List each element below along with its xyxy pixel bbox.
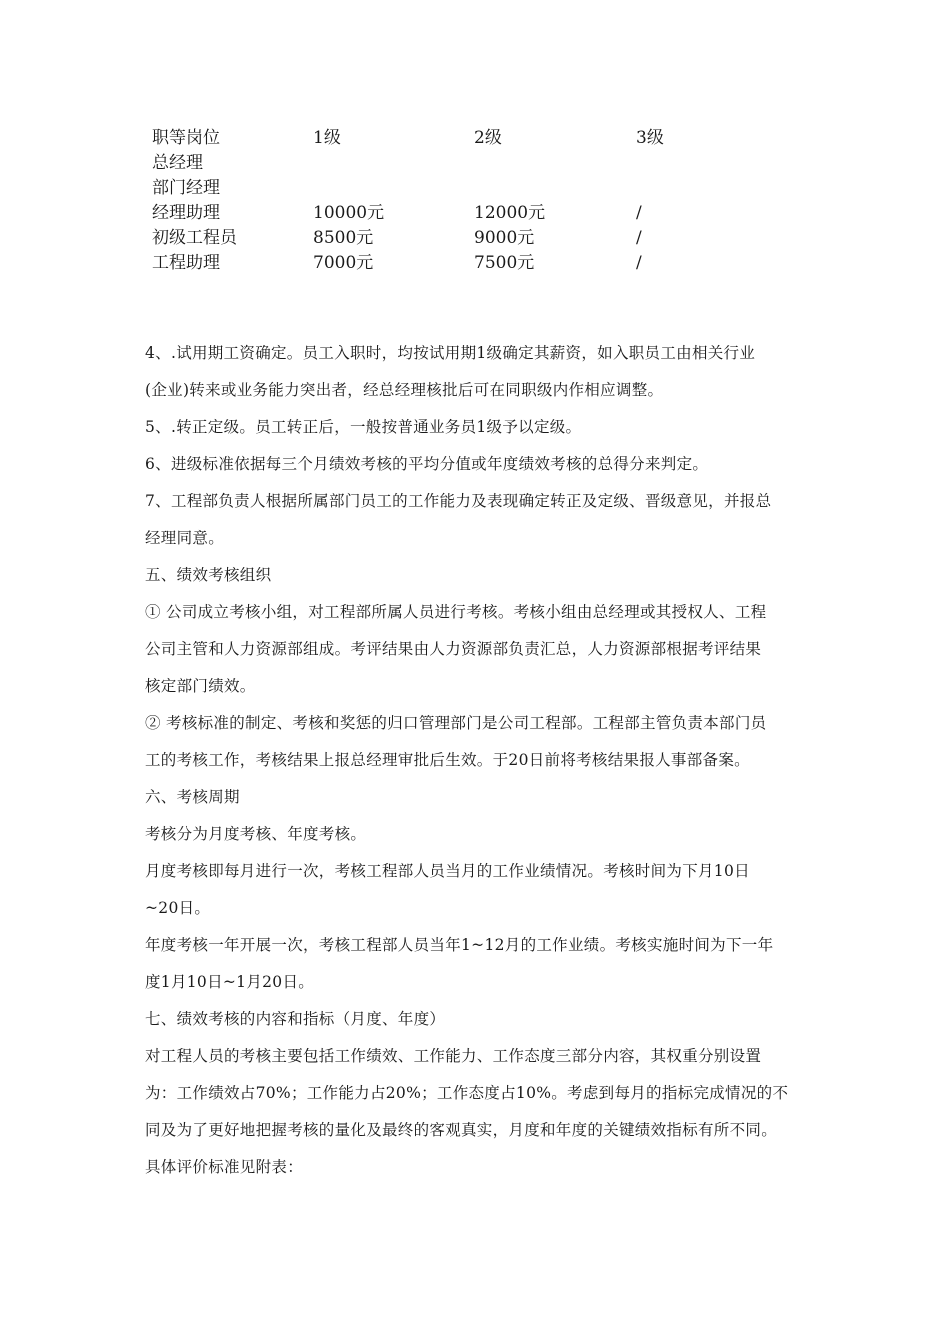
grade-1-cell: 10000元 (313, 203, 385, 223)
header-position: 职等岗位 (152, 128, 220, 148)
position-cell: 初级工程员 (152, 228, 237, 248)
text-line: 考核分为月度考核、年度考核。 (145, 825, 367, 843)
grade-3-cell: / (636, 228, 642, 248)
header-grade-1: 1级 (313, 128, 341, 148)
grade-3-cell: / (636, 253, 642, 273)
text-line: ② 考核标准的制定、考核和奖惩的归口管理部门是公司工程部。工程部主管负责本部门员 (145, 714, 767, 732)
text-line: 为：工作绩效占70%；工作能力占20%；工作态度占10%。考虑到每月的指标完成情况的不 (145, 1084, 789, 1102)
header-grade-2: 2级 (474, 128, 502, 148)
text-line: 度1月10日~1月20日。 (145, 973, 315, 991)
text-line: 7、工程部负责人根据所属部门员工的工作能力及表现确定转正及定级、晋级意见，并报总 (145, 492, 772, 510)
header-grade-3: 3级 (636, 128, 664, 148)
section-heading: 五、绩效考核组织 (145, 566, 272, 584)
text-line: 核定部门绩效。 (145, 677, 256, 695)
position-cell: 经理助理 (152, 203, 220, 223)
text-line: 工的考核工作，考核结果上报总经理审批后生效。于20日前将考核结果报人事部备案。 (145, 751, 750, 769)
grade-3-cell: / (636, 203, 642, 223)
position-cell: 总经理 (152, 153, 203, 173)
grade-2-cell: 7500元 (474, 253, 535, 273)
text-line: 月度考核即每月进行一次，考核工程部人员当月的工作业绩情况。考核时间为下月10日 (145, 862, 750, 880)
grade-1-cell: 7000元 (313, 253, 374, 273)
text-line: 4、.试用期工资确定。员工入职时，均按试用期1级确定其薪资，如入职员工由相关行业 (145, 344, 756, 362)
position-cell: 部门经理 (152, 178, 220, 198)
grade-2-cell: 12000元 (474, 203, 546, 223)
text-line: 对工程人员的考核主要包括工作绩效、工作能力、工作态度三部分内容，其权重分别设置 (145, 1047, 762, 1065)
text-line: 6、进级标准依据每三个月绩效考核的平均分值或年度绩效考核的总得分来判定。 (145, 455, 709, 473)
text-line: 同及为了更好地把握考核的量化及最终的客观真实，月度和年度的关键绩效指标有所不同。 (145, 1121, 778, 1139)
text-line: 公司主管和人力资源部组成。考评结果由人力资源部负责汇总，人力资源部根据考评结果 (145, 640, 762, 658)
text-line: 经理同意。 (145, 529, 225, 547)
grade-1-cell: 8500元 (313, 228, 374, 248)
text-line: 年度考核一年开展一次，考核工程部人员当年1~12月的工作业绩。考核实施时间为下一年 (145, 936, 774, 954)
text-line: 5、.转正定级。员工转正后，一般按普通业务员1级予以定级。 (145, 418, 582, 436)
grade-2-cell: 9000元 (474, 228, 535, 248)
text-line: ① 公司成立考核小组，对工程部所属人员进行考核。考核小组由总经理或其授权人、工程 (145, 603, 767, 621)
text-line: ~20日。 (145, 899, 211, 917)
text-line: (企业)转来或业务能力突出者，经总经理核批后可在同职级内作相应调整。 (145, 381, 664, 399)
position-cell: 工程助理 (152, 253, 220, 273)
section-heading: 七、绩效考核的内容和指标（月度、年度） (145, 1010, 446, 1028)
text-line: 具体评价标准见附表： (145, 1158, 304, 1176)
document-body (145, 335, 810, 1186)
section-heading: 六、考核周期 (145, 788, 240, 806)
